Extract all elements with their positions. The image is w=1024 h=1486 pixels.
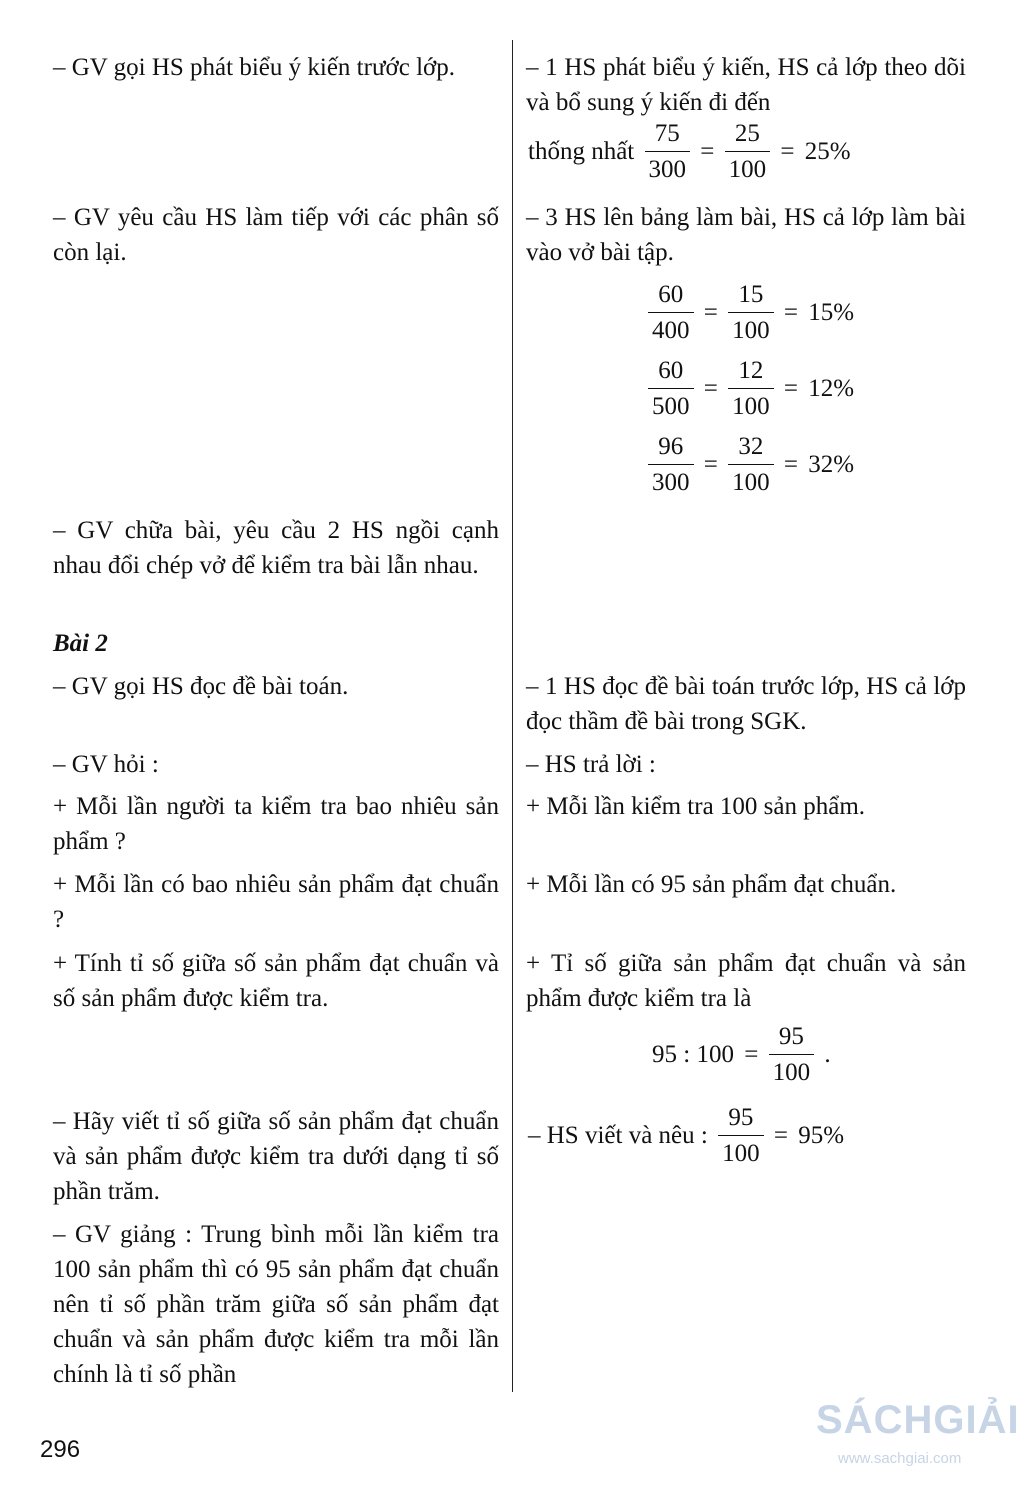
period: . [824, 1040, 831, 1068]
page-number: 296 [40, 1436, 81, 1463]
percent-result: 15% [808, 298, 855, 326]
numerator: 96 [648, 434, 694, 465]
fraction [728, 282, 774, 343]
student-activity-2: – 3 HS lên bảng làm bài, HS cả lớp làm bài vào vở bài tập. [526, 204, 966, 266]
denominator: 500 [652, 393, 690, 420]
fraction [648, 358, 694, 419]
equals-sign: = [783, 298, 798, 326]
equals-sign: = [703, 374, 718, 402]
student-answer-3: + Tỉ số giữa sản phẩm đạt chuẩn và sản phẩm được kiểm tra là [526, 950, 966, 1012]
teacher-activity-4: – GV gọi HS đọc đề bài toán. [53, 673, 349, 700]
percent-result: 32% [808, 450, 855, 478]
teacher-explanation: – GV giảng : Trung bình mỗi lần kiểm tra 100 sản phẩm thì có 95 sản phẩm đạt chuẩn nên tỉ số phần trăm giữa số sản phẩm đạt chuẩn và sản phẩm được kiểm tra mỗi lần chính là tỉ số phần [53, 1221, 499, 1388]
fraction [648, 434, 694, 495]
teacher-question-2: + Mỗi lần có bao nhiêu sản phẩm đạt chuẩn ? [53, 871, 499, 933]
equation-row-6 [526, 1105, 846, 1166]
numerator: 75 [645, 121, 691, 152]
equation-row-2 [646, 282, 856, 343]
student-activity-4: – 1 HS đọc đề bài toán trước lớp, HS cả lớp đọc thầm đề bài trong SGK. [526, 673, 966, 735]
watermark-logo: SÁCHGIẢI [816, 1398, 1020, 1442]
student-answer-1: + Mỗi lần kiểm tra 100 sản phẩm. [526, 793, 866, 820]
fraction [728, 358, 774, 419]
equals-sign: = [783, 450, 798, 478]
equation-row-5 [650, 1024, 833, 1085]
numerator: 95 [718, 1105, 764, 1136]
numerator: 60 [648, 282, 694, 313]
prefix-text: thống nhất [528, 137, 635, 165]
denominator: 100 [728, 156, 767, 183]
equation-row-4 [646, 434, 856, 495]
denominator: 300 [652, 469, 690, 496]
teacher-question-1: + Mỗi lần người ta kiểm tra bao nhiêu sản phẩm ? [53, 793, 499, 855]
fraction [725, 121, 771, 182]
teacher-question-3: + Tính tỉ số giữa số sản phẩm đạt chuẩn và số sản phẩm được kiểm tra. [53, 950, 499, 1012]
equals-sign: = [703, 450, 718, 478]
numerator: 32 [728, 434, 774, 465]
equals-sign: = [703, 298, 718, 326]
equals-sign: = [744, 1040, 759, 1068]
numerator: 12 [728, 358, 774, 389]
percent-result: 25% [804, 137, 851, 165]
exercise-heading: Bài 2 [53, 630, 108, 657]
equals-sign: = [773, 1121, 788, 1149]
denominator: 100 [732, 393, 770, 420]
student-activity-5: – HS trả lời : [526, 751, 656, 778]
division-expression: 95 : 100 [652, 1040, 734, 1068]
equation-row-3 [646, 358, 856, 419]
denominator: 300 [648, 156, 686, 183]
equation-row-1 [526, 121, 853, 182]
student-answer-2: + Mỗi lần có 95 sản phẩm đạt chuẩn. [526, 871, 897, 898]
watermark [816, 1398, 1022, 1478]
numerator: 60 [648, 358, 694, 389]
teacher-activity-3: – GV chữa bài, yêu cầu 2 HS ngồi cạnh nhau đổi chép vở để kiểm tra bài lẫn nhau. [53, 517, 499, 579]
denominator: 100 [732, 317, 770, 344]
teacher-activity-2: – GV yêu cầu HS làm tiếp với các phân số còn lại. [53, 204, 499, 266]
denominator: 100 [772, 1059, 811, 1086]
numerator: 15 [728, 282, 774, 313]
student-activity-1: – 1 HS phát biểu ý kiến, HS cả lớp theo dõi và bổ sung ý kiến đi đến [526, 54, 966, 116]
denominator: 400 [652, 317, 690, 344]
equals-sign: = [780, 137, 795, 165]
fraction [648, 282, 694, 343]
percent-result: 12% [808, 374, 855, 402]
teacher-activity-1: – GV gọi HS phát biểu ý kiến trước lớp. [53, 54, 455, 81]
denominator: 100 [732, 469, 770, 496]
denominator: 100 [722, 1140, 760, 1167]
fraction [718, 1105, 764, 1166]
equals-sign: = [700, 137, 715, 165]
equals-sign: = [783, 374, 798, 402]
column-divider [512, 40, 513, 1392]
numerator: 25 [725, 121, 771, 152]
fraction [645, 121, 691, 182]
teacher-activity-5: – GV hỏi : [53, 751, 159, 778]
prefix-text: – HS viết và nêu : [528, 1121, 708, 1149]
watermark-url: www.sachgiai.com [838, 1450, 962, 1467]
fraction [769, 1024, 815, 1085]
percent-result: 95% [798, 1121, 845, 1149]
numerator: 95 [769, 1024, 815, 1055]
teacher-activity-6: – Hãy viết tỉ số giữa số sản phẩm đạt chuẩn và sản phẩm được kiểm tra dưới dạng tỉ số phần trăm. [53, 1108, 499, 1205]
fraction [728, 434, 774, 495]
